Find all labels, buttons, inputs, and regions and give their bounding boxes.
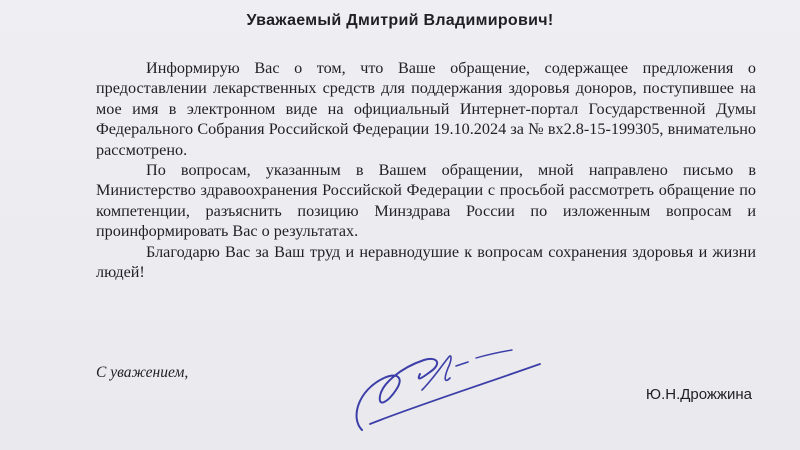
paragraph-actions: По вопросам, указанным в Вашем обращении, мной направлено письмо в Министерство здравоохранения Российской Федерации с просьбой рассмотреть обращение по компетенции, разъяснить позицию Минздрава России по изложенным вопросам и проинформировать Вас о результатах. — [96, 161, 756, 241]
salutation: Уважаемый Дмитрий Владимирович! — [246, 12, 554, 29]
signer-name: Ю.Н.Дрожжина — [645, 386, 752, 403]
signature-dash-stroke — [456, 362, 468, 366]
closing-phrase: С уважением, — [96, 364, 189, 381]
signature-flourish-stroke — [476, 350, 512, 358]
paragraph-information: Информирую Вас о том, что Ваше обращение, содержащее предложения о предоставлении лекарственных средств для поддержания здоровья доноров, поступившее на мое имя в электронном виде на официальный Интернет-портал Государственной Думы Федерального Собрания Российской Федерации 19.10.2024 за № вх2.8-15-199305, внимательно рассмотрено. — [96, 59, 756, 159]
signature-loop-stroke — [370, 364, 540, 424]
signature-main-stroke — [357, 359, 438, 430]
handwritten-signature — [340, 338, 550, 438]
letter-body — [96, 58, 756, 282]
paragraph-gratitude: Благодарю Вас за Ваш труд и неравнодушие к вопросам сохранения здоровья и жизни людей! — [96, 242, 756, 282]
